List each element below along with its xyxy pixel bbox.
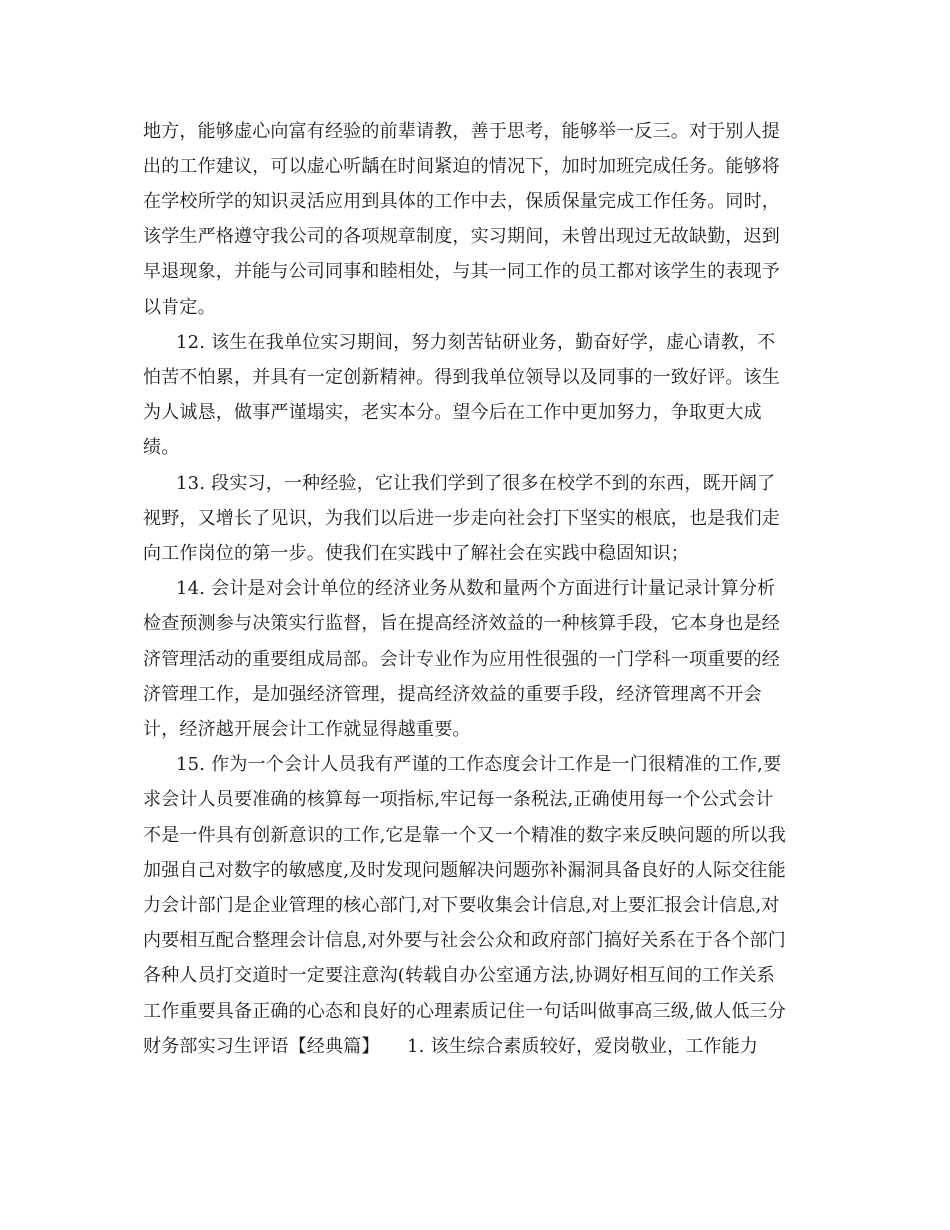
text-line: 出的工作建议，可以虚心听龋在时间紧迫的情况下，加时加班完成任务。能够将 xyxy=(143,156,780,177)
text-line: 以肯定。 xyxy=(143,297,216,318)
text-line: 检查预测参与决策实行监督，旨在提高经济效益的一种核算手段，它本身也是经 xyxy=(143,613,780,634)
text-line: 该学生严格遵守我公司的各项规章制度，实习期间，未曾出现过无故缺勤，迟到 xyxy=(143,226,780,247)
text-line: 绩。 xyxy=(143,437,180,458)
paragraph-15-start: 15. 作为一个会计人员我有严谨的工作态度会计工作是一门很精准的工作,要 xyxy=(176,754,782,775)
text-line: 加强自己对数字的敏感度,及时发现问题解决问题弥补漏洞具备良好的人际交往能 xyxy=(143,860,786,881)
paragraph-14-start: 14. 会计是对会计单位的经济业务从数和量两个方面进行计量记录计算分析 xyxy=(176,578,776,599)
text-line: 向工作岗位的第一步。使我们在实践中了解社会在实践中稳固知识； xyxy=(143,543,689,564)
paragraph-12-start: 12. 该生在我单位实习期间，努力刻苦钻研业务，勤奋好学，虚心请教，不 xyxy=(176,332,776,353)
text-line: 早退现象，并能与公司同事和睦相处，与其一同工作的员工都对该学生的表现予 xyxy=(143,261,780,282)
text-line: 财务部实习生评语【经典篇】 1. 该生综合素质较好，爱岗敬业，工作能力 xyxy=(143,1036,759,1057)
text-line: 在学校所学的知识灵活应用到具体的工作中去，保质保量完成工作任务。同时， xyxy=(143,191,780,212)
text-line: 内要相互配合整理会计信息,对外要与社会公众和政府部门搞好关系在于各个部门 xyxy=(143,930,786,951)
text-line: 济管理活动的重要组成局部。会计专业作为应用性很强的一门学科一项重要的经 xyxy=(143,649,780,670)
text-line: 工作重要具备正确的心态和良好的心理素质记住一句话叫做事高三级,做人低三分 xyxy=(143,1001,786,1022)
paragraph-13-start: 13. 段实习，一种经验，它让我们学到了很多在校学不到的东西，既开阔了 xyxy=(176,473,776,494)
text-line: 地方，能够虚心向富有经验的前辈请教，善于思考，能够举一反三。对于别人提 xyxy=(143,121,780,142)
text-line: 怕苦不怕累，并具有一定创新精神。得到我单位领导以及同事的一致好评。该生 xyxy=(143,367,780,388)
text-line: 视野，又增长了见识，为我们以后进一步走向社会打下坚实的根底，也是我们走 xyxy=(143,508,780,529)
text-line: 求会计人员要准确的核算每一项指标,牢记每一条税法,正确使用每一个公式会计 xyxy=(143,789,774,810)
text-line: 为人诚恳，做事严谨塌实，老实本分。望今后在工作中更加努力，争取更大成 xyxy=(143,402,762,423)
text-line: 力会计部门是企业管理的核心部门,对下要收集会计信息,对上要汇报会计信息,对 xyxy=(143,895,780,916)
text-line: 各种人员打交道时一定要注意沟(转载自办公室通方法,协调好相互间的工作关系 xyxy=(143,965,775,986)
text-line: 计，经济越开展会计工作就显得越重要。 xyxy=(143,719,471,740)
text-line: 济管理工作，是加强经济管理，提高经济效益的重要手段，经济管理离不开会 xyxy=(143,684,762,705)
text-line: 不是一件具有创新意识的工作,它是靠一个又一个精准的数字来反映问题的所以我 xyxy=(143,825,786,846)
